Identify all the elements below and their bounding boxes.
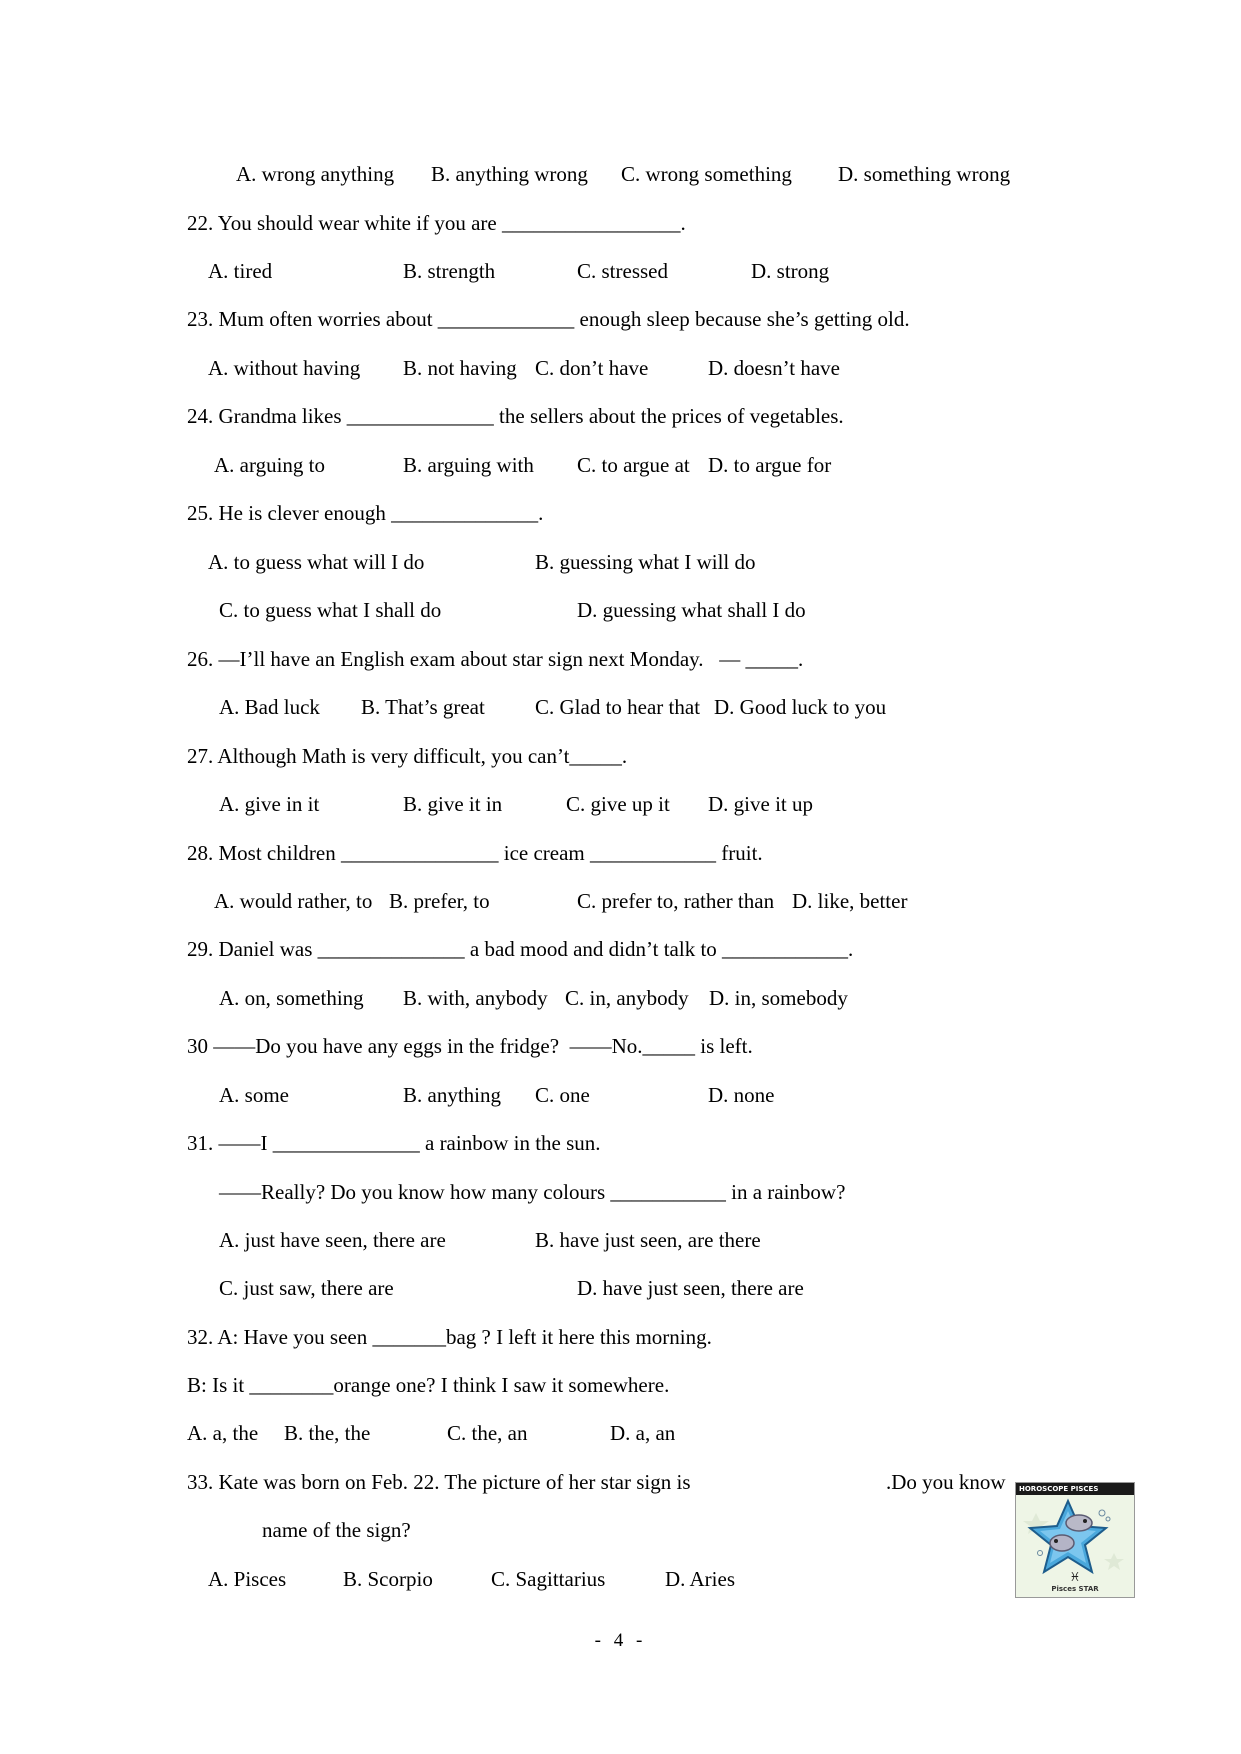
q33-option-d: D. Aries — [665, 1567, 735, 1591]
q28-option-d: D. like, better — [792, 889, 908, 913]
q25-option-d: D. guessing what shall I do — [577, 598, 806, 622]
q24-option-c: C. to argue at — [577, 453, 690, 477]
q31-option-d: D. have just seen, there are — [577, 1276, 804, 1300]
q33-stem-line2: name of the sign? — [262, 1518, 411, 1542]
q33-option-c: C. Sagittarius — [491, 1567, 606, 1591]
q25-option-a: A. to guess what will I do — [208, 550, 425, 574]
q22-option-a: A. tired — [208, 259, 273, 283]
picture-caption: Pisces STAR — [1051, 1585, 1099, 1593]
q32-option-a: A. a, the — [187, 1421, 259, 1445]
q22-option-c: C. stressed — [577, 259, 668, 283]
q22-stem: 22. You should wear white if you are _________________. — [187, 211, 686, 235]
page-number: - 4 - — [594, 1630, 647, 1651]
q22-option-d: D. strong — [751, 259, 830, 283]
q24-option-d: D. to argue for — [708, 453, 832, 477]
q28-stem: 28. Most children _______________ ice cream ____________ fruit. — [187, 841, 763, 865]
q29-option-c: C. in, anybody — [565, 986, 689, 1010]
q29-option-a: A. on, something — [219, 986, 364, 1010]
q24-stem: 24. Grandma likes ______________ the sellers about the prices of vegetables. — [187, 404, 844, 428]
q28-option-a: A. would rather, to — [214, 889, 373, 913]
q25-stem: 25. He is clever enough ______________. — [187, 501, 544, 525]
q23-option-a: A. without having — [208, 356, 361, 380]
q27-option-c: C. give up it — [566, 792, 670, 816]
q21-option-d: D. something wrong — [838, 162, 1011, 186]
q23-option-c: C. don’t have — [535, 356, 649, 380]
q26-option-c: C. Glad to hear that — [535, 695, 701, 719]
q28-option-b: B. prefer, to — [389, 889, 490, 913]
q32-option-b: B. the, the — [284, 1421, 371, 1445]
q32-option-d: D. a, an — [610, 1421, 676, 1445]
q33-stem: 33. Kate was born on Feb. 22. The picture of her star sign is — [187, 1470, 691, 1494]
q26-option-a: A. Bad luck — [219, 695, 320, 719]
q31-option-a: A. just have seen, there are — [219, 1228, 446, 1252]
q32-stem: 32. A: Have you seen _______bag ? I left it here this morning. — [187, 1325, 712, 1349]
q29-stem: 29. Daniel was ______________ a bad mood and didn’t talk to ____________. — [187, 937, 854, 961]
q32-stem-reply: B: Is it ________orange one? I think I saw it somewhere. — [187, 1373, 670, 1397]
q26-option-b: B. That’s great — [361, 695, 485, 719]
q31-option-b: B. have just seen, are there — [535, 1228, 761, 1252]
q27-option-a: A. give in it — [219, 792, 320, 816]
q21-option-c: C. wrong something — [621, 162, 792, 186]
q26-stem: 26. —I’ll have an English exam about star sign next Monday. — _____. — [187, 647, 804, 671]
q23-stem: 23. Mum often worries about _____________ enough sleep because she’s getting old. — [187, 307, 910, 331]
q27-option-d: D. give it up — [708, 792, 813, 816]
q30-option-b: B. anything — [403, 1083, 501, 1107]
q30-stem: 30 ——Do you have any eggs in the fridge? ——No._____ is left. — [187, 1034, 753, 1058]
q23-option-d: D. doesn’t have — [708, 356, 840, 380]
q27-stem: 27. Although Math is very difficult, you can’t_____. — [187, 744, 628, 768]
q31-stem-reply: ——Really? Do you know how many colours ___________ in a rainbow? — [219, 1180, 846, 1204]
q29-option-d: D. in, somebody — [709, 986, 848, 1010]
q24-option-b: B. arguing with — [403, 453, 534, 477]
picture-header-text: HOROSCOPE PISCES — [1019, 1485, 1099, 1493]
q22-option-b: B. strength — [403, 259, 496, 283]
picture-header-band — [1016, 1483, 1134, 1495]
q28-option-c: C. prefer to, rather than — [577, 889, 775, 913]
q21-option-b: B. anything wrong — [431, 162, 588, 186]
q32-option-c: C. the, an — [447, 1421, 528, 1445]
pisces-glyph-icon: ♓ — [1069, 1570, 1081, 1584]
q30-option-a: A. some — [219, 1083, 289, 1107]
q25-option-b: B. guessing what I will do — [535, 550, 756, 574]
q31-stem: 31. ——I ______________ a rainbow in the sun. — [187, 1131, 601, 1155]
q25-option-c: C. to guess what I shall do — [219, 598, 442, 622]
q27-option-b: B. give it in — [403, 792, 503, 816]
q31-option-c: C. just saw, there are — [219, 1276, 394, 1300]
q33-stem-tail: .Do you know — [886, 1470, 1006, 1494]
q29-option-b: B. with, anybody — [403, 986, 548, 1010]
q21-option-a: A. wrong anything — [236, 162, 395, 186]
q24-option-a: A. arguing to — [214, 453, 326, 477]
q33-option-a: A. Pisces — [208, 1567, 287, 1591]
q26-option-d: D. Good luck to you — [714, 695, 887, 719]
q23-option-b: B. not having — [403, 356, 517, 380]
q30-option-d: D. none — [708, 1083, 775, 1107]
q33-option-b: B. Scorpio — [343, 1567, 433, 1591]
q30-option-c: C. one — [535, 1083, 590, 1107]
pisces-star-sign-image — [1015, 1482, 1135, 1598]
